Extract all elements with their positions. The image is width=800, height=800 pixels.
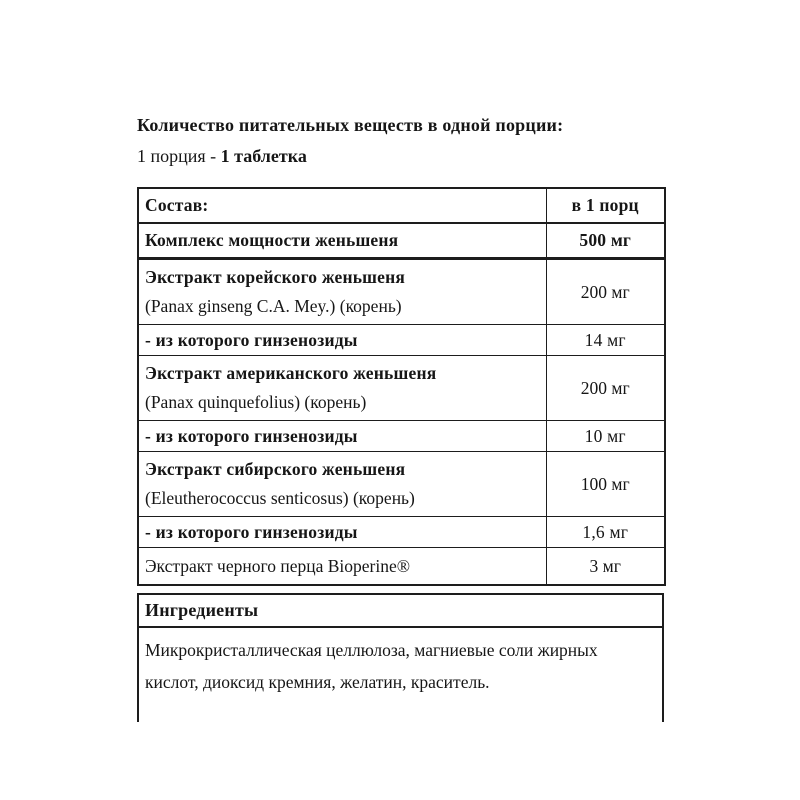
ingredient-cell (138, 452, 546, 517)
serving-info (137, 143, 664, 169)
botanical-name: (Panax quinquefolius) (корень) (145, 392, 367, 412)
ingredients-body: Микрокристаллическая целлюлоза, магниевые соли жирных кислот, диоксид кремния, желатин, краситель. (145, 640, 598, 692)
ingredient-name: - из которого гинзенозиды (145, 425, 358, 446)
amount-cell: 200 мг (546, 356, 665, 421)
table-row (138, 452, 665, 517)
ingredient-cell (138, 517, 546, 548)
table-row (138, 223, 665, 259)
amount-cell: 200 мг (546, 259, 665, 325)
ingredient-cell (138, 223, 546, 259)
ingredient-cell (138, 421, 546, 452)
table-row (138, 259, 665, 325)
ingredient-cell (138, 356, 546, 421)
botanical-name: (Panax ginseng C.A. Mey.) (корень) (145, 296, 402, 316)
serving-prefix: 1 порция - (137, 146, 221, 166)
column-header-composition: Состав: (138, 188, 546, 223)
amount-cell: 500 мг (546, 223, 665, 259)
column-header-per-serving: в 1 порц (546, 188, 665, 223)
amount-cell: 14 мг (546, 325, 665, 356)
ingredient-name: Экстракт черного перца Bioperine® (145, 555, 411, 576)
ingredient-name: Экстракт американского женьшеня (145, 363, 437, 383)
amount-cell: 10 мг (546, 421, 665, 452)
amount-cell: 1,6 мг (546, 517, 665, 548)
ingredients-header: Ингредиенты (139, 595, 662, 628)
ingredients-box (137, 593, 664, 722)
nutrition-table (137, 187, 666, 586)
ingredient-cell (138, 259, 546, 325)
ingredient-name: Экстракт сибирского женьшеня (145, 459, 406, 479)
table-row (138, 421, 665, 452)
ingredient-name: Комплекс мощности женьшеня (145, 230, 399, 250)
serving-size: 1 таблетка (220, 146, 307, 166)
table-row (138, 356, 665, 421)
ingredient-name: - из которого гинзенозиды (145, 329, 358, 350)
table-row (138, 517, 665, 548)
ingredient-cell (138, 548, 546, 586)
table-header-row (138, 188, 665, 223)
botanical-name: (Eleutherococcus senticosus) (корень) (145, 488, 415, 508)
amount-cell: 3 мг (546, 548, 665, 586)
ingredient-cell (138, 325, 546, 356)
ingredient-name: - из которого гинзенозиды (145, 521, 358, 542)
table-row (138, 325, 665, 356)
page-title: Количество питательных веществ в одной порции: (137, 115, 564, 135)
nutrition-label (137, 112, 664, 722)
table-row (138, 548, 665, 586)
amount-cell: 100 мг (546, 452, 665, 517)
ingredient-name: Экстракт корейского женьшеня (145, 267, 406, 287)
